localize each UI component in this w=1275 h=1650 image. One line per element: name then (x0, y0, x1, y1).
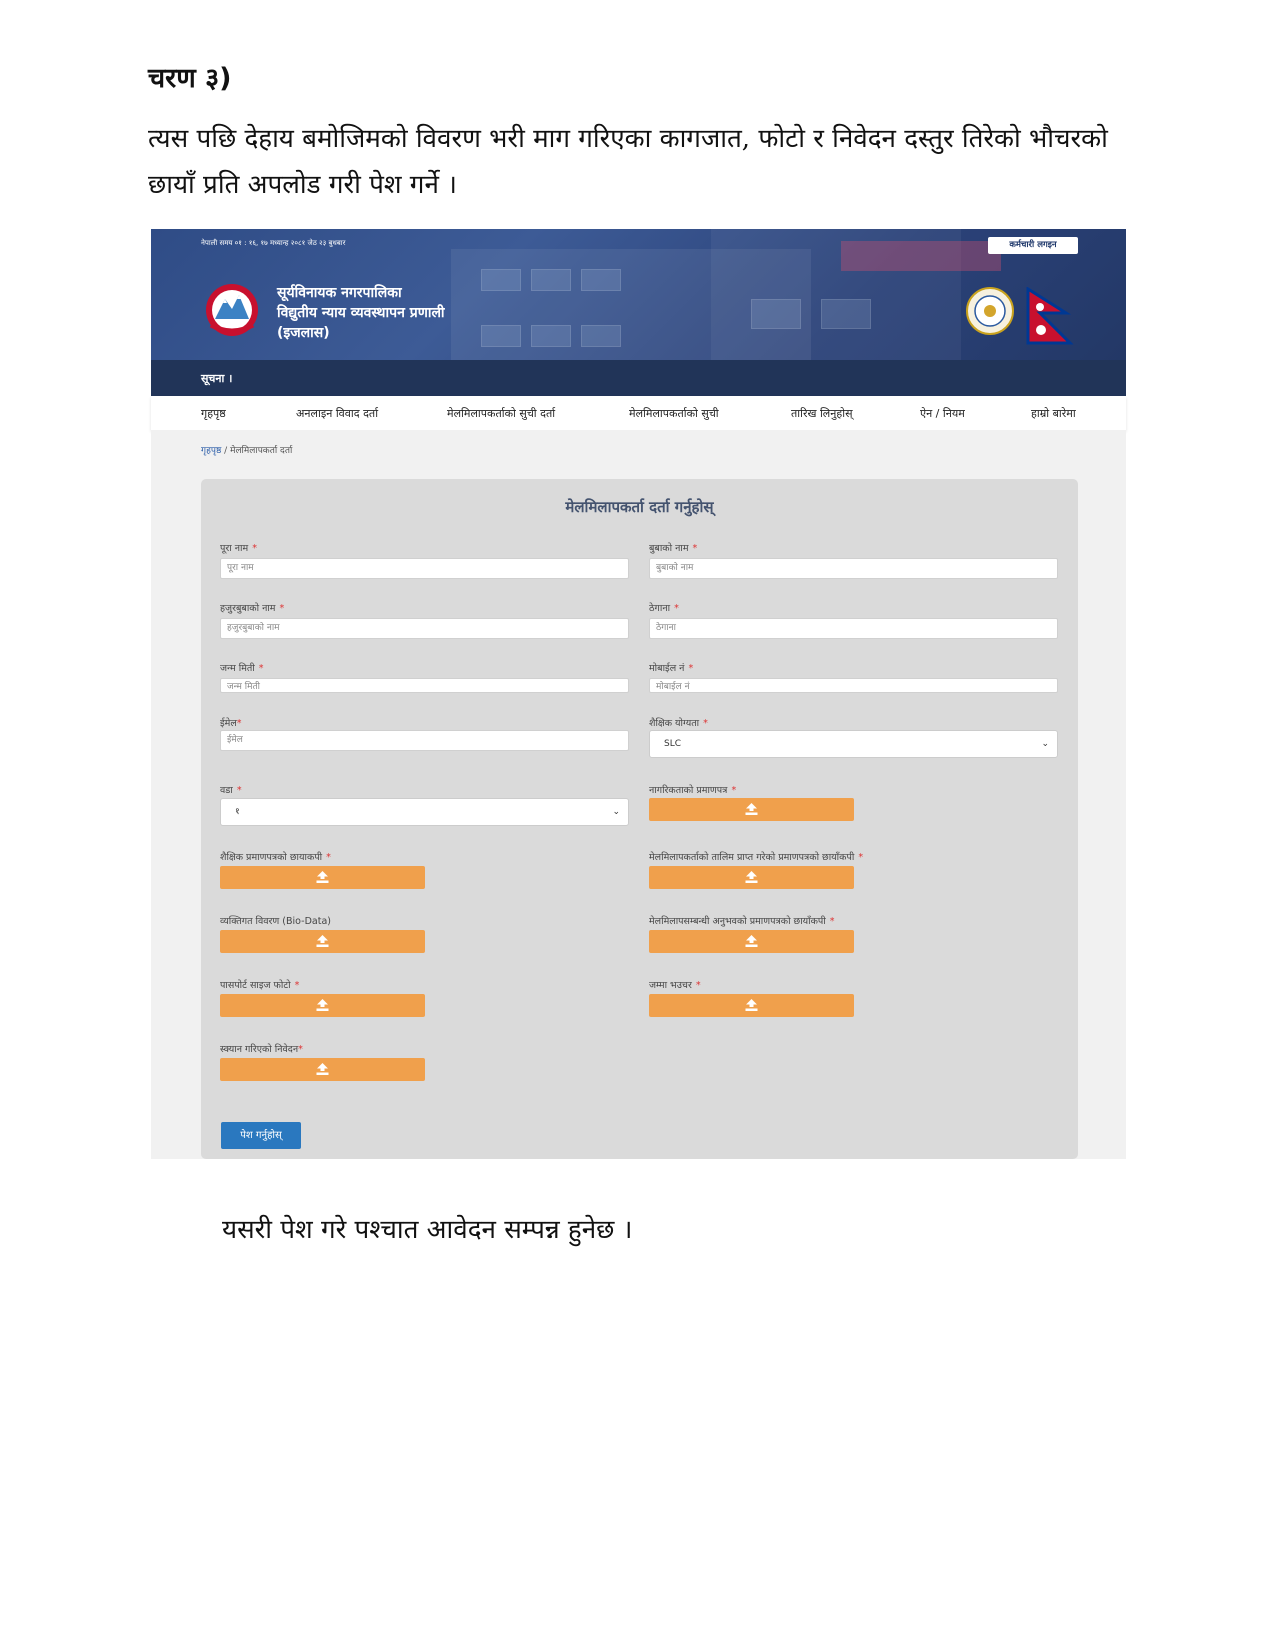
required-mark: * (695, 980, 701, 991)
required-mark: * (829, 916, 835, 927)
nav-mediator-list-registration[interactable]: मेलमिलापकर्ताको सुची दर्ता (447, 407, 556, 420)
address-input[interactable]: ठेगाना (649, 618, 1058, 639)
registration-form-card (201, 479, 1078, 1159)
nepal-flag-icon (1026, 287, 1074, 345)
edu-certificate-label-text: शैक्षिक प्रमाणपत्रको छायाकपी (220, 852, 323, 863)
required-mark: * (326, 852, 331, 863)
upload-icon (745, 871, 758, 883)
upload-icon (316, 871, 329, 883)
edu-certificate-upload-button[interactable] (220, 866, 425, 889)
scanned-application-label (220, 1042, 303, 1055)
nav-about-us[interactable]: हाम्रो बारेमा (1031, 407, 1076, 420)
staff-login-button[interactable]: कर्मचारी लगइन (988, 237, 1078, 254)
dob-label-text: जन्म मिती (220, 663, 255, 674)
experience-certificate-label-text: मेलमिलापसम्बन्धी अनुभवको प्रमाणपत्रको छायाँकपी (649, 916, 826, 927)
date-time-text: नेपाली समय ०१ : १६, १७ मध्यान्ह २०८१ जेठ २३ बुधबार (201, 239, 346, 247)
full-name-input[interactable]: पूरा नाम (220, 558, 629, 579)
required-mark: * (279, 603, 285, 614)
page-content (151, 430, 1126, 1159)
required-mark: * (294, 980, 300, 991)
org-name-line2: विद्युतीय न्याय व्यवस्थापन प्रणाली (277, 305, 445, 321)
full-name-label-text: पूरा नाम (220, 543, 249, 554)
bio-data-upload-button[interactable] (220, 930, 425, 953)
grandfather-name-input[interactable]: हजुरबुबाको नाम (220, 618, 629, 639)
required-mark: * (692, 543, 698, 554)
citizenship-label (649, 783, 736, 796)
deposit-voucher-label-text: जम्मा भउचर (649, 980, 692, 991)
required-mark: * (236, 785, 242, 796)
father-name-label (649, 541, 697, 554)
required-mark: * (858, 852, 864, 863)
org-name-line3: (इजलास) (277, 325, 330, 341)
municipality-seal-icon (966, 287, 1014, 335)
mobile-label (649, 661, 693, 674)
required-mark: * (703, 718, 708, 729)
experience-certificate-label (649, 914, 835, 927)
education-label (649, 716, 708, 729)
ward-select[interactable] (220, 798, 629, 826)
deposit-voucher-label (649, 978, 701, 991)
required-mark: * (731, 785, 737, 796)
conclusion-text: यसरी पेश गरे पश्चात आवेदन सम्पन्न हुनेछ । (222, 1215, 633, 1245)
nav-acts-rules[interactable]: ऐन / नियम (920, 407, 965, 420)
step-heading: चरण ३) (148, 63, 232, 94)
email-label-text: ईमेल (220, 718, 237, 729)
required-mark: * (298, 1044, 303, 1055)
passport-photo-label (220, 978, 299, 991)
submit-button[interactable]: पेश गर्नुहोस् (221, 1122, 301, 1149)
upload-icon (745, 999, 758, 1011)
passport-photo-label-text: पासपोर्ट साइज फोटो (220, 980, 291, 991)
education-select[interactable] (649, 730, 1058, 758)
required-mark: * (674, 603, 679, 614)
form-title: मेलमिलापकर्ता दर्ता गर्नुहोस् (565, 498, 714, 516)
citizenship-label-text: नागरिकताको प्रमाणपत्र (649, 785, 728, 796)
education-label-text: शैक्षिक योग्यता (649, 718, 700, 729)
email-label (220, 716, 242, 729)
nav-home[interactable]: गृहपृष्ठ (201, 407, 226, 420)
ward-label-text: वडा (220, 785, 233, 796)
screenshot-portal (151, 229, 1126, 1159)
required-mark: * (252, 543, 257, 554)
notice-ticker[interactable]: सूचना । (201, 372, 233, 385)
upload-icon (745, 803, 758, 815)
full-name-label (220, 541, 257, 554)
organization-name (277, 283, 445, 343)
nav-mediator-list[interactable]: मेलमिलापकर्ताको सुची (629, 407, 719, 420)
mobile-input[interactable]: मोबाईल नं (649, 678, 1058, 693)
grandfather-name-label-text: हजुरबुबाको नाम (220, 603, 276, 614)
deposit-voucher-upload-button[interactable] (649, 994, 854, 1017)
breadcrumb (201, 443, 292, 456)
org-name-line1: सूर्यविनायक नगरपालिका (277, 285, 402, 301)
dob-label (220, 661, 264, 674)
email-input[interactable]: ईमेल (220, 730, 629, 751)
upload-icon (316, 1063, 329, 1075)
scanned-application-upload-button[interactable] (220, 1058, 425, 1081)
notice-bar (151, 360, 1126, 396)
chevron-down-icon: ⌄ (1041, 739, 1049, 749)
bio-data-label: व्यक्तिगत विवरण (Bio-Data) (220, 916, 331, 927)
citizenship-upload-button[interactable] (649, 798, 854, 821)
nav-online-dispute-registration[interactable]: अनलाइन विवाद दर्ता (296, 407, 379, 420)
grandfather-name-label (220, 601, 284, 614)
dob-input[interactable]: जन्म मिती (220, 678, 629, 693)
passport-photo-upload-button[interactable] (220, 994, 425, 1017)
breadcrumb-current: मेलमिलापकर्ता दर्ता (230, 446, 293, 456)
education-select-value: SLC (664, 739, 682, 749)
chevron-down-icon: ⌄ (612, 807, 620, 817)
breadcrumb-separator: / (224, 446, 228, 456)
father-name-input[interactable]: बुबाको नाम (649, 558, 1058, 579)
nepal-emblem-icon (201, 281, 263, 339)
ward-label (220, 783, 242, 796)
required-mark: * (236, 718, 242, 729)
nav-take-date[interactable]: तारिख लिनुहोस् (791, 407, 853, 420)
required-mark: * (258, 663, 264, 674)
mobile-label-text: मोबाईल नं (649, 663, 685, 674)
upload-icon (316, 935, 329, 947)
scanned-application-label-text: स्क्यान गरिएको निवेदन (220, 1044, 299, 1055)
training-certificate-label (649, 850, 863, 863)
site-header (151, 229, 1126, 360)
main-navigation (151, 396, 1126, 430)
required-mark: * (688, 663, 694, 674)
training-certificate-upload-button[interactable] (649, 866, 854, 889)
edu-certificate-label (220, 850, 331, 863)
address-label (649, 601, 679, 614)
father-name-label-text: बुबाको नाम (649, 543, 689, 554)
experience-certificate-upload-button[interactable] (649, 930, 854, 953)
upload-icon (745, 935, 758, 947)
instruction-paragraph: त्यस पछि देहाय बमोजिमको विवरण भरी माग गरिएका कागजात, फोटो र निवेदन दस्तुर तिरेको भौचरको छायाँ प्रति अपलोड गरी पेश गर्ने । (148, 124, 1108, 200)
upload-icon (316, 999, 329, 1011)
breadcrumb-home[interactable]: गृहपृष्ठ (201, 446, 222, 456)
address-label-text: ठेगाना (649, 603, 671, 614)
ward-select-value: १ (235, 807, 240, 817)
training-certificate-label-text: मेलमिलापकर्ताको तालिम प्राप्त गरेको प्रमाणपत्रको छायाँकपी (649, 852, 855, 863)
